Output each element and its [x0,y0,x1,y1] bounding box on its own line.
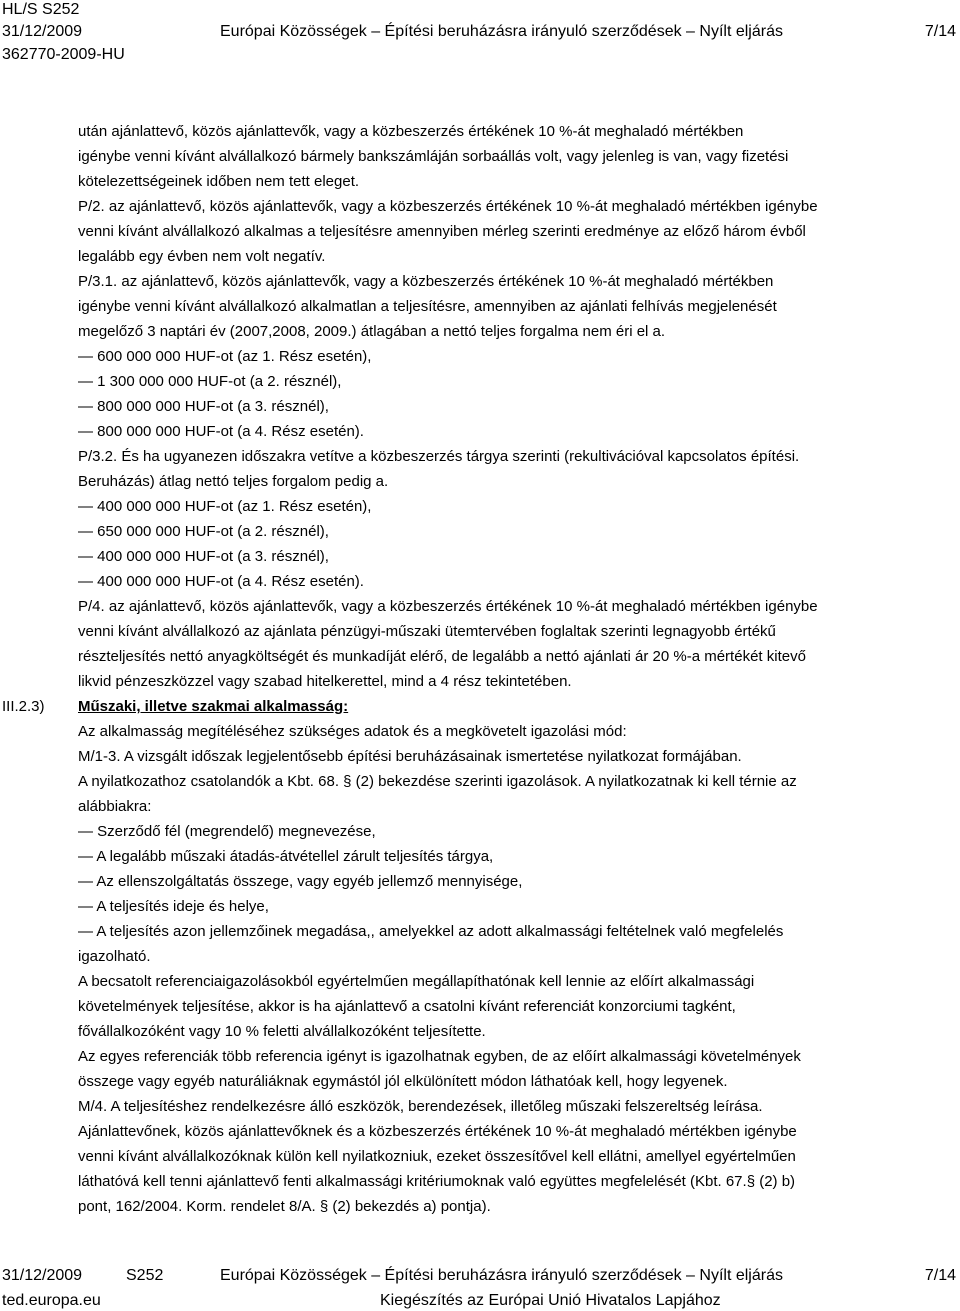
header-date: 31/12/2009 [2,23,83,40]
text-line: M/1-3. A vizsgált időszak legjelentősebb építési beruházásainak ismertetése nyilatkozat formájában. [78,748,742,765]
text-line: P/4. az ajánlattevő, közös ajánlattevők, vagy a közbeszerzés értékének 10 %-át meghaladó mértékben igénybe [78,598,818,615]
text-line: — 800 000 000 HUF-ot (a 3. résznél), [78,398,329,415]
text-line: részteljesítés nettó anyagköltségét és munkadíját elérő, de legalább a nettó ajánlati ár 20 %-a mértékét kitevő [78,648,806,665]
text-line: venni kívánt alvállalkozó alkalmas a teljesítésre amennyiben mérleg szerinti eredménye az előző három évből [78,223,806,240]
text-line: venni kívánt alvállalkozóknak külön kell nyilatkozniuk, ezeket összesítővel kell ellátni, amellyel egyértelműen [78,1148,796,1165]
header-ref: HL/S S252 [2,1,80,18]
text-line: P/3.1. az ajánlattevő, közös ajánlattevők, vagy a közbeszerzés értékének 10 %-át meghaladó mértékben [78,273,774,290]
text-line: — 400 000 000 HUF-ot (a 4. Rész esetén). [78,573,364,590]
text-line: venni kívánt alvállalkozó az ajánlata pénzügyi-műszaki ütemtervében foglaltak szerinti legnagyobb értékű [78,623,776,640]
header-title: Európai Közösségek – Építési beruházásra irányuló szerződések – Nyílt eljárás [220,23,783,40]
header-notice-id: 362770-2009-HU [2,46,125,63]
text-line: kötelezettségeinek időben nem tett eleget. [78,173,360,190]
footer-publisher: Kiegészítés az Európai Unió Hivatalos Lapjához [380,1292,721,1309]
text-line: A becsatolt referenciaigazolásokból egyértelműen megállapíthatónak kell lennie az előírt alkalmassági [78,973,755,990]
body-text [78,119,956,1219]
text-line: — A legalább műszaki átadás-átvétellel zárult teljesítés tárgya, [78,848,494,865]
footer-page-number: 7/14 [924,1267,956,1284]
text-line: likvid pénzeszközzel vagy szabad hitelkerettel, mind a 4 rész tekintetében. [78,673,572,690]
text-line: — A teljesítés azon jellemzőinek megadása,, amelyekkel az adott alkalmassági feltételnek való megfelelés [78,923,784,940]
header-page-number: 7/14 [924,23,956,40]
text-line: követelmények teljesítése, akkor is ha ajánlattevő a csatolni kívánt referenciát konzorciumi tagként, [78,998,736,1015]
text-line: igazolható. [78,948,151,965]
text-line: után ajánlattevő, közös ajánlattevők, vagy a közbeszerzés értékének 10 %-át meghaladó mértékben [78,123,744,140]
text-line: igénybe venni kívánt alvállalkozó alkalmatlan a teljesítésre, amennyiben az ajánlati felhívás megjelenését [78,298,777,315]
text-line: P/2. az ajánlattevő, közös ajánlattevők, vagy a közbeszerzés értékének 10 %-át meghaladó mértékben igénybe [78,198,818,215]
text-line: — 650 000 000 HUF-ot (a 2. résznél), [78,523,329,540]
section-heading: Műszaki, illetve szakmai alkalmasság: [78,698,349,715]
text-line: összege vagy egyéb naturáliáknak egymástól jól elkülönített módon láthatóak kell, hogy legyenek. [78,1073,728,1090]
text-line: megelőző 3 naptári év (2007,2008, 2009.) átlagában a nettó teljes forgalma nem éri el a. [78,323,666,340]
text-line: — A teljesítés ideje és helye, [78,898,269,915]
text-line: P/3.2. És ha ugyanezen időszakra vetítve a közbeszerzés tárgya szerinti (rekultivációval kapcsolatos építési. [78,448,800,465]
text-line: Az alkalmasság megítéléséhez szükséges adatok és a megkövetelt igazolási mód: [78,723,627,740]
text-line: igénybe venni kívánt alvállalkozó bármely bankszámláján sorbaállás volt, vagy jelenleg is van, vagy fizetési [78,148,789,165]
section-label: III.2.3) [2,698,45,715]
text-line: A nyilatkozathoz csatolandók a Kbt. 68. § (2) bekezdése szerinti igazolások. A nyilatkozatnak ki kell térnie az [78,773,797,790]
footer-ref: S252 [126,1267,164,1284]
text-line: alábbiakra: [78,798,152,815]
text-line: Az egyes referenciák több referencia igényt is igazolhatnak egyben, de az előírt alkalmassági követelmények [78,1048,801,1065]
text-line: Ajánlattevőnek, közös ajánlattevőknek és a közbeszerzés értékének 10 %-át meghaladó mértékben igénybe [78,1123,797,1140]
text-line: — Az ellenszolgáltatás összege, vagy egyéb jellemző mennyisége, [78,873,523,890]
footer-date: 31/12/2009 [2,1267,83,1284]
paragraph-group-technical [78,719,956,1219]
text-line: — 400 000 000 HUF-ot (az 1. Rész esetén), [78,498,372,515]
text-line: legalább egy évben nem volt negatív. [78,248,326,265]
text-line: M/4. A teljesítéshez rendelkezésre álló eszközök, berendezések, illetőleg műszaki felszereltség leírása. [78,1098,763,1115]
text-line: — Szerződő fél (megrendelő) megnevezése, [78,823,376,840]
text-line: pont, 162/2004. Korm. rendelet 8/A. § (2) bekezdés a) pontja). [78,1198,491,1215]
text-line: láthatóvá kell tenni ajánlattevő fenti alkalmassági kritériumoknak való együttes megfelelését (Kbt. 67.§ (2) b) [78,1173,796,1190]
paragraph-group-financial [78,119,956,694]
footer-site-link[interactable]: ted.europa.eu [2,1292,101,1309]
text-line: — 600 000 000 HUF-ot (az 1. Rész esetén), [78,348,372,365]
text-line: Beruházás) átlag nettó teljes forgalom pedig a. [78,473,389,490]
text-line: — 1 300 000 000 HUF-ot (a 2. résznél), [78,373,342,390]
text-line: — 400 000 000 HUF-ot (a 3. résznél), [78,548,329,565]
text-line: fővállalkozóként vagy 10 % feletti alvállalkozóként teljesítette. [78,1023,486,1040]
text-line: — 800 000 000 HUF-ot (a 4. Rész esetén). [78,423,364,440]
footer-title: Európai Közösségek – Építési beruházásra irányuló szerződések – Nyílt eljárás [220,1267,783,1284]
